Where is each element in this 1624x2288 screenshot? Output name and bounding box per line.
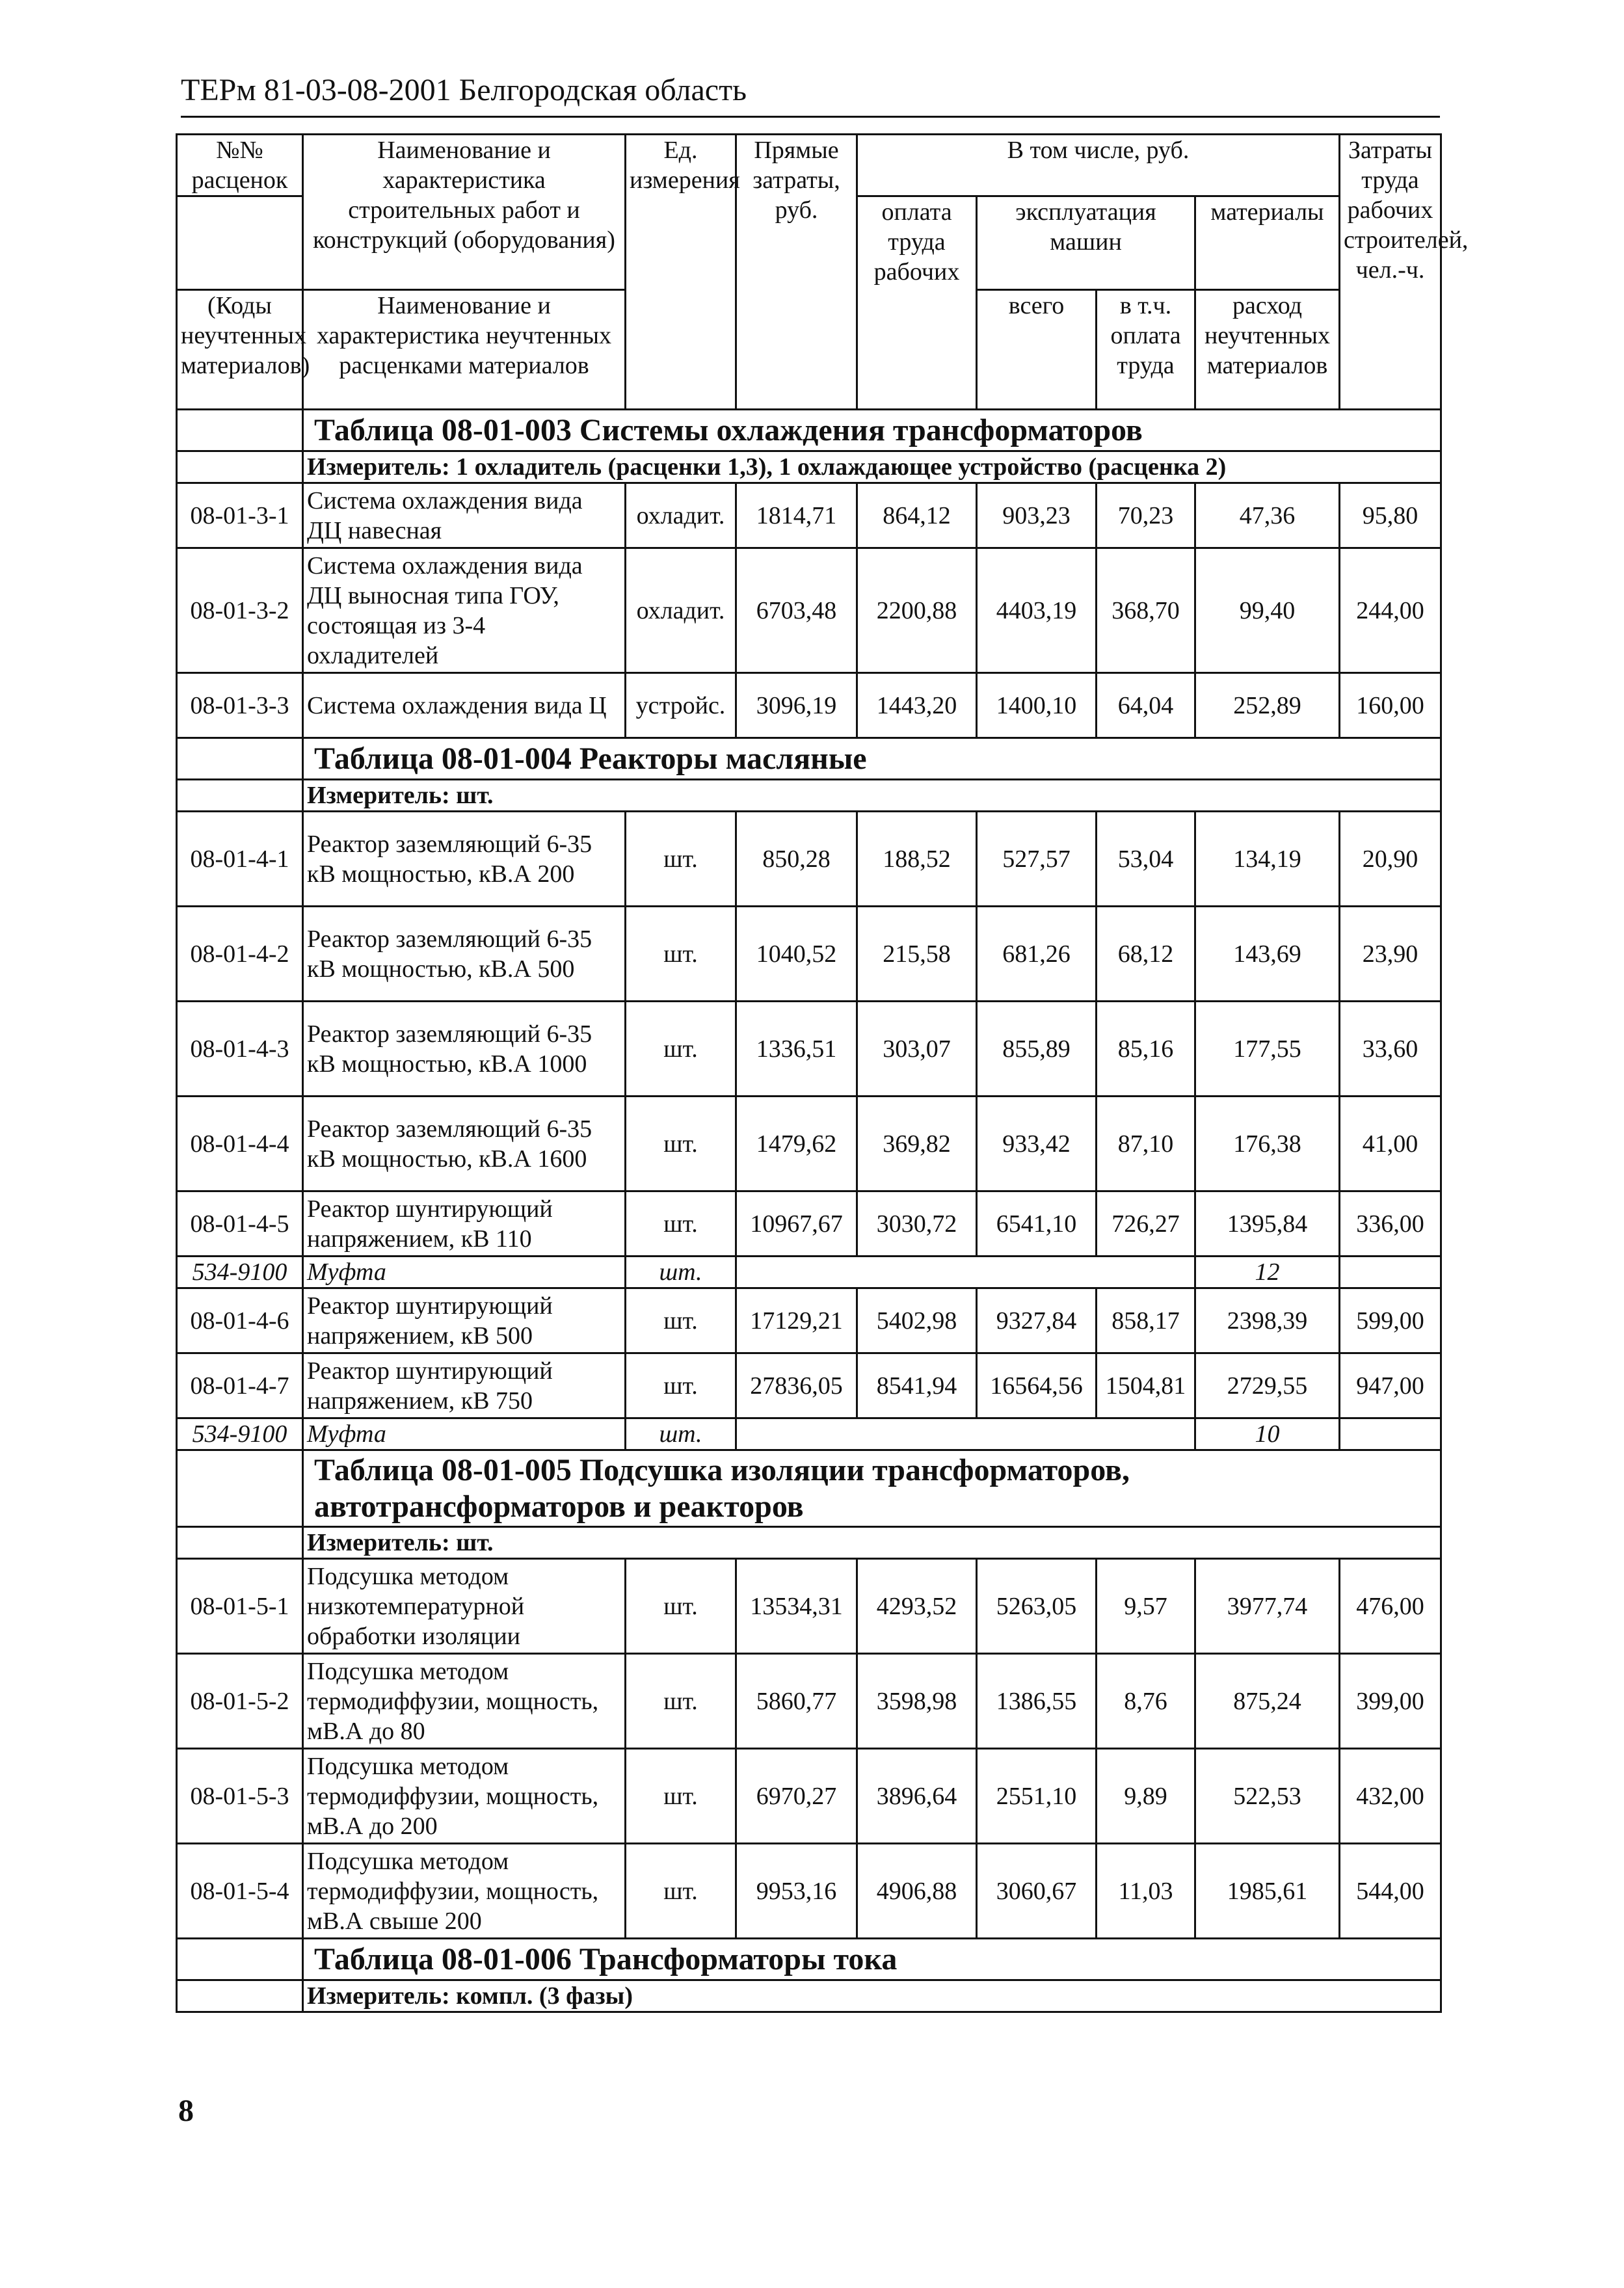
rate-labor: 336,00: [1340, 1191, 1441, 1257]
section-title: Таблица 08-01-004 Реакторы масляные: [303, 738, 1441, 780]
rate-name: Реактор шунтирующий напряжением, кВ 500: [303, 1288, 626, 1353]
rate-unit: шт.: [626, 907, 736, 1002]
rate-code: 08-01-5-4: [177, 1844, 303, 1939]
rate-machines: 2551,10: [977, 1749, 1097, 1844]
rate-code: 08-01-4-6: [177, 1288, 303, 1353]
rate-direct-cost: 6970,27: [736, 1749, 857, 1844]
rate-unit: шт.: [626, 1654, 736, 1749]
section-meter-row: [177, 780, 1441, 812]
rate-wage: 303,07: [857, 1002, 977, 1097]
col-header-code: №№ расценок: [177, 135, 303, 196]
rate-materials: 143,69: [1195, 907, 1340, 1002]
rate-direct-cost: 3096,19: [736, 673, 857, 738]
rate-row: [177, 1749, 1441, 1844]
rate-wage: 369,82: [857, 1097, 977, 1191]
rate-materials: 47,36: [1195, 483, 1340, 548]
rate-labor: 160,00: [1340, 673, 1441, 738]
rate-materials: 252,89: [1195, 673, 1340, 738]
material-code: 534-9100: [177, 1257, 303, 1288]
rate-wage: 1443,20: [857, 673, 977, 738]
section-meter-spacer: [177, 1527, 303, 1559]
section-meter: Измеритель: компл. (3 фазы): [303, 1980, 1441, 2012]
rate-direct-cost: 17129,21: [736, 1288, 857, 1353]
section-meter: Измеритель: шт.: [303, 1527, 1441, 1559]
rate-row: [177, 812, 1441, 907]
section-meter-spacer: [177, 451, 303, 483]
rate-code: 08-01-3-2: [177, 548, 303, 673]
section-meter-spacer: [177, 780, 303, 812]
rate-machines-wage: 9,57: [1097, 1559, 1195, 1654]
rate-unit: шт.: [626, 1559, 736, 1654]
rate-labor: 23,90: [1340, 907, 1441, 1002]
rate-materials: 522,53: [1195, 1749, 1340, 1844]
rate-direct-cost: 1479,62: [736, 1097, 857, 1191]
rate-labor: 544,00: [1340, 1844, 1441, 1939]
col-header-code-sub: (Коды неучтенных материалов): [177, 290, 303, 410]
rate-wage: 4293,52: [857, 1559, 977, 1654]
rate-unit: охладит.: [626, 483, 736, 548]
section-meter: Измеритель: шт.: [303, 780, 1441, 812]
rate-machines: 16564,56: [977, 1353, 1097, 1418]
page-number: 8: [178, 2094, 194, 2128]
rate-row: [177, 1002, 1441, 1097]
rate-row: [177, 548, 1441, 673]
rate-materials: 134,19: [1195, 812, 1340, 907]
rate-unit: шт.: [626, 1288, 736, 1353]
rate-direct-cost: 1040,52: [736, 907, 857, 1002]
rate-machines: 6541,10: [977, 1191, 1097, 1257]
rate-row: [177, 673, 1441, 738]
rate-unit: шт.: [626, 1191, 736, 1257]
rate-labor: 244,00: [1340, 548, 1441, 673]
rate-wage: 3030,72: [857, 1191, 977, 1257]
rate-labor: 432,00: [1340, 1749, 1441, 1844]
rate-unit: шт.: [626, 1844, 736, 1939]
section-title-spacer: [177, 1939, 303, 1980]
rate-machines-wage: 53,04: [1097, 812, 1195, 907]
rate-row: [177, 483, 1441, 548]
section-meter-row: [177, 1980, 1441, 2012]
rate-labor: 95,80: [1340, 483, 1441, 548]
col-header-code-spacer: [177, 196, 303, 290]
rate-materials: 2729,55: [1195, 1353, 1340, 1418]
material-labor-blank: [1340, 1257, 1441, 1288]
section-title: Таблица 08-01-003 Системы охлаждения трансформаторов: [303, 410, 1441, 451]
material-unit: шт.: [626, 1257, 736, 1288]
col-header-incl-wage: в т.ч. оплата труда: [1097, 290, 1195, 410]
rate-materials: 99,40: [1195, 548, 1340, 673]
rate-row: [177, 1844, 1441, 1939]
rate-code: 08-01-4-2: [177, 907, 303, 1002]
section-meter-spacer: [177, 1980, 303, 2012]
rates-table: [176, 133, 1469, 2013]
rate-labor: 947,00: [1340, 1353, 1441, 1418]
rate-code: 08-01-4-7: [177, 1353, 303, 1418]
rate-machines-wage: 9,89: [1097, 1749, 1195, 1844]
rate-labor: 20,90: [1340, 812, 1441, 907]
rate-materials: 2398,39: [1195, 1288, 1340, 1353]
rate-labor: 33,60: [1340, 1002, 1441, 1097]
rate-materials: 177,55: [1195, 1002, 1340, 1097]
rate-name: Реактор шунтирующий напряжением, кВ 110: [303, 1191, 626, 1257]
section-title-row: [177, 1939, 1441, 1980]
rate-code: 08-01-4-3: [177, 1002, 303, 1097]
rate-materials: 1395,84: [1195, 1191, 1340, 1257]
material-name: Муфта: [303, 1418, 626, 1450]
rate-materials: 176,38: [1195, 1097, 1340, 1191]
rate-machines: 1400,10: [977, 673, 1097, 738]
col-header-machines: эксплуатация машин: [977, 196, 1195, 290]
rate-wage: 2200,88: [857, 548, 977, 673]
rate-machines-wage: 1504,81: [1097, 1353, 1195, 1418]
rate-machines: 527,57: [977, 812, 1097, 907]
rate-row: [177, 1559, 1441, 1654]
material-code: 534-9100: [177, 1418, 303, 1450]
section-title-spacer: [177, 410, 303, 451]
rate-direct-cost: 10967,67: [736, 1191, 857, 1257]
section-title-spacer: [177, 738, 303, 780]
rate-machines: 855,89: [977, 1002, 1097, 1097]
rate-wage: 3598,98: [857, 1654, 977, 1749]
rate-code: 08-01-5-3: [177, 1749, 303, 1844]
material-qty: 10: [1195, 1418, 1340, 1450]
rate-code: 08-01-5-2: [177, 1654, 303, 1749]
rate-materials: 1985,61: [1195, 1844, 1340, 1939]
rate-wage: 4906,88: [857, 1844, 977, 1939]
rate-machines-wage: 11,03: [1097, 1844, 1195, 1939]
rate-machines-wage: 8,76: [1097, 1654, 1195, 1749]
col-header-materials: материалы: [1195, 196, 1340, 290]
rate-machines-wage: 858,17: [1097, 1288, 1195, 1353]
rate-name: Система охлаждения вида ДЦ навесная: [303, 483, 626, 548]
rate-unit: устройс.: [626, 673, 736, 738]
col-header-total: всего: [977, 290, 1097, 410]
rate-code: 08-01-4-4: [177, 1097, 303, 1191]
rate-name: Реактор шунтирующий напряжением, кВ 750: [303, 1353, 626, 1418]
rate-row: [177, 1097, 1441, 1191]
rate-code: 08-01-5-1: [177, 1559, 303, 1654]
section-title-spacer: [177, 1450, 303, 1527]
rate-name: Реактор заземляющий 6-35 кВ мощностью, кВ.А 1000: [303, 1002, 626, 1097]
rate-machines: 9327,84: [977, 1288, 1097, 1353]
rate-unit: шт.: [626, 1353, 736, 1418]
rate-unit: шт.: [626, 1002, 736, 1097]
rate-machines: 4403,19: [977, 548, 1097, 673]
material-row: [177, 1257, 1441, 1288]
material-unit: шт.: [626, 1418, 736, 1450]
rate-row: [177, 1191, 1441, 1257]
rate-machines: 5263,05: [977, 1559, 1097, 1654]
rate-code: 08-01-4-1: [177, 812, 303, 907]
section-meter-row: [177, 451, 1441, 483]
table-body: [177, 135, 1469, 2012]
section-meter: Измеритель: 1 охладитель (расценки 1,3), 1 охлаждающее устройство (расценка 2): [303, 451, 1441, 483]
section-title-row: [177, 1450, 1441, 1527]
section-title: Таблица 08-01-006 Трансформаторы тока: [303, 1939, 1441, 1980]
rate-name: Реактор заземляющий 6-35 кВ мощностью, кВ.А 500: [303, 907, 626, 1002]
rate-wage: 188,52: [857, 812, 977, 907]
rate-code: 08-01-3-1: [177, 483, 303, 548]
rate-row: [177, 1654, 1441, 1749]
rate-direct-cost: 1814,71: [736, 483, 857, 548]
rate-materials: 3977,74: [1195, 1559, 1340, 1654]
section-title-row: [177, 410, 1441, 451]
rate-row: [177, 1288, 1441, 1353]
rate-machines: 903,23: [977, 483, 1097, 548]
col-header-incl: В том числе, руб.: [857, 135, 1340, 196]
rate-unit: охладит.: [626, 548, 736, 673]
rate-name: Реактор заземляющий 6-35 кВ мощностью, кВ.А 1600: [303, 1097, 626, 1191]
material-qty: 12: [1195, 1257, 1340, 1288]
material-blank: [736, 1257, 1195, 1288]
rate-code: 08-01-4-5: [177, 1191, 303, 1257]
col-header-name-sub: Наименование и характеристика неучтенных расценками материалов: [303, 290, 626, 410]
rate-machines-wage: 70,23: [1097, 483, 1195, 548]
col-header-unit: Ед. измерения: [626, 135, 736, 410]
rate-wage: 5402,98: [857, 1288, 977, 1353]
rate-labor: 41,00: [1340, 1097, 1441, 1191]
rate-machines: 1386,55: [977, 1654, 1097, 1749]
rate-unit: шт.: [626, 1749, 736, 1844]
rate-name: Система охлаждения вида ДЦ выносная типа ГОУ, состоящая из 3-4 охладителей: [303, 548, 626, 673]
rate-direct-cost: 5860,77: [736, 1654, 857, 1749]
section-title-row: [177, 738, 1441, 780]
rate-wage: 8541,94: [857, 1353, 977, 1418]
rate-name: Подсушка методом низкотемпературной обработки изоляции: [303, 1559, 626, 1654]
rate-direct-cost: 27836,05: [736, 1353, 857, 1418]
rate-row: [177, 907, 1441, 1002]
col-header-name: Наименование и характеристика строительных работ и конструкций (оборудования): [303, 135, 626, 290]
rate-direct-cost: 13534,31: [736, 1559, 857, 1654]
rate-labor: 599,00: [1340, 1288, 1441, 1353]
rate-name: Подсушка методом термодиффузии, мощность, мВ.А свыше 200: [303, 1844, 626, 1939]
section-meter-row: [177, 1527, 1441, 1559]
material-name: Муфта: [303, 1257, 626, 1288]
rate-wage: 3896,64: [857, 1749, 977, 1844]
rate-machines-wage: 726,27: [1097, 1191, 1195, 1257]
rate-machines-wage: 87,10: [1097, 1097, 1195, 1191]
page-header: ТЕРм 81-03-08-2001 Белгородская область: [181, 70, 1440, 118]
rate-machines-wage: 368,70: [1097, 548, 1195, 673]
material-blank: [736, 1418, 1195, 1450]
rate-name: Система охлаждения вида Ц: [303, 673, 626, 738]
rate-labor: 476,00: [1340, 1559, 1441, 1654]
rate-machines: 3060,67: [977, 1844, 1097, 1939]
section-title: Таблица 08-01-005 Подсушка изоляции трансформаторов, автотрансформаторов и реакторов: [303, 1450, 1441, 1527]
rate-machines-wage: 85,16: [1097, 1002, 1195, 1097]
rate-machines-wage: 68,12: [1097, 907, 1195, 1002]
rate-wage: 864,12: [857, 483, 977, 548]
rate-direct-cost: 6703,48: [736, 548, 857, 673]
rate-code: 08-01-3-3: [177, 673, 303, 738]
material-row: [177, 1418, 1441, 1450]
rate-machines: 933,42: [977, 1097, 1097, 1191]
rate-machines: 681,26: [977, 907, 1097, 1002]
rate-machines-wage: 64,04: [1097, 673, 1195, 738]
col-header-labor: Затраты труда рабочих строителей, чел.-ч.: [1340, 135, 1441, 410]
rate-row: [177, 1353, 1441, 1418]
rate-direct-cost: 1336,51: [736, 1002, 857, 1097]
col-header-direct: Прямые затраты, руб.: [736, 135, 857, 410]
rate-unit: шт.: [626, 1097, 736, 1191]
col-header-mat-unaccounted: расход неучтенных материалов: [1195, 290, 1340, 410]
rate-name: Подсушка методом термодиффузии, мощность, мВ.А до 200: [303, 1749, 626, 1844]
col-header-wage: оплата труда рабочих: [857, 196, 977, 410]
material-labor-blank: [1340, 1418, 1441, 1450]
rate-direct-cost: 9953,16: [736, 1844, 857, 1939]
rate-materials: 875,24: [1195, 1654, 1340, 1749]
rate-wage: 215,58: [857, 907, 977, 1002]
rate-direct-cost: 850,28: [736, 812, 857, 907]
rate-unit: шт.: [626, 812, 736, 907]
rate-name: Подсушка методом термодиффузии, мощность, мВ.А до 80: [303, 1654, 626, 1749]
rate-name: Реактор заземляющий 6-35 кВ мощностью, кВ.А 200: [303, 812, 626, 907]
rate-labor: 399,00: [1340, 1654, 1441, 1749]
